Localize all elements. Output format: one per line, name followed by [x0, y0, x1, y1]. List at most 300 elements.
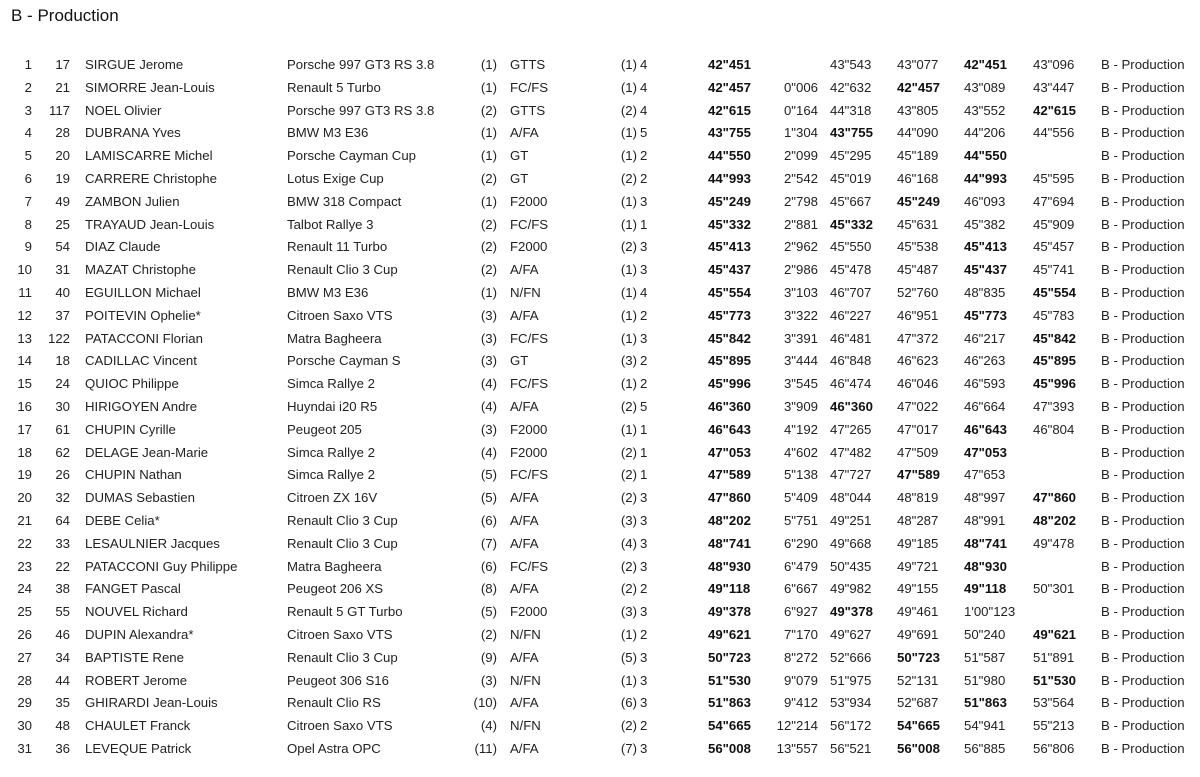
driver-cell: HIRIGOYEN Andre — [85, 398, 198, 414]
table-row — [0, 282, 1200, 305]
run4-time-cell: 45"996 — [1033, 376, 1076, 392]
run2-time-cell: 52"687 — [897, 695, 939, 711]
group-rank-cell: (1) — [620, 125, 637, 141]
run3-time-cell: 50"240 — [964, 626, 1006, 642]
driver-cell: DIAZ Claude — [85, 239, 161, 255]
run4-time-cell: 42"615 — [1033, 102, 1076, 118]
driver-cell: CADILLAC Vincent — [85, 353, 197, 369]
run3-time-cell: 47"653 — [964, 467, 1006, 483]
run4-time-cell: 47"860 — [1033, 490, 1076, 506]
run1-time-cell: 44"318 — [830, 102, 872, 118]
category-cell: B - Production — [1101, 353, 1185, 369]
gap-cell: 5"751 — [783, 512, 818, 528]
run3-time-cell: 46"643 — [964, 421, 1007, 437]
run2-time-cell: 48"287 — [897, 512, 939, 528]
category-cell: B - Production — [1101, 262, 1185, 278]
gap-cell: 3"103 — [783, 284, 818, 300]
best-time-cell: 45"413 — [708, 239, 751, 255]
gap-cell: 6"290 — [783, 535, 818, 551]
group-rank-cell: (1) — [620, 330, 637, 346]
gap-cell: 3"444 — [783, 353, 818, 369]
class-cell: FC/FS — [510, 376, 549, 392]
car-cell: BMW M3 E36 — [287, 284, 369, 300]
group-rank-cell: (1) — [620, 148, 637, 164]
run3-time-cell: 44"993 — [964, 170, 1007, 186]
class-cell: GT — [510, 353, 529, 369]
class-rank-cell: (1) — [480, 193, 497, 209]
driver-cell: ROBERT Jerome — [85, 672, 188, 688]
number-cell: 61 — [55, 421, 70, 437]
class-rank-cell: (4) — [480, 444, 497, 460]
rank-cell: 15 — [17, 376, 32, 392]
class-cell: N/FN — [510, 672, 541, 688]
rank-cell: 10 — [17, 262, 32, 278]
class-cell: A/FA — [510, 695, 539, 711]
driver-cell: QUIOC Philippe — [85, 376, 179, 392]
number-cell: 34 — [55, 649, 70, 665]
class-rank-cell: (2) — [480, 239, 497, 255]
table-row — [0, 396, 1200, 419]
page-title: B - Production — [11, 6, 119, 25]
run3-time-cell: 45"413 — [964, 239, 1007, 255]
table-row — [0, 191, 1200, 214]
group-rank-cell: (2) — [620, 398, 637, 414]
category-cell: B - Production — [1101, 467, 1185, 483]
rank-cell: 27 — [17, 649, 32, 665]
gap-cell: 7"170 — [783, 626, 818, 642]
run1-time-cell: 51"975 — [830, 672, 872, 688]
category-cell: B - Production — [1101, 626, 1185, 642]
category-cell: B - Production — [1101, 718, 1185, 734]
best-time-cell: 49"118 — [708, 581, 751, 597]
class-cell: FC/FS — [510, 216, 549, 232]
best-time-cell: 44"993 — [708, 170, 751, 186]
class-cell: A/FA — [510, 581, 539, 597]
car-cell: Peugeot 205 — [287, 421, 362, 437]
rank-cell: 5 — [24, 148, 32, 164]
class-cell: FC/FS — [510, 467, 549, 483]
best-time-cell: 44"550 — [708, 148, 751, 164]
category-cell: B - Production — [1101, 672, 1185, 688]
table-row — [0, 214, 1200, 237]
run1-time-cell: 43"755 — [830, 125, 873, 141]
number-cell: 17 — [55, 57, 70, 72]
car-cell: Talbot Rallye 3 — [287, 216, 374, 232]
table-row — [0, 350, 1200, 373]
category-cell: B - Production — [1101, 649, 1185, 665]
driver-cell: NOUVEL Richard — [85, 604, 188, 620]
group-rank-cell: (1) — [620, 626, 637, 642]
class-rank-cell: (5) — [480, 490, 497, 506]
run2-time-cell: 49"185 — [897, 535, 939, 551]
number-cell: 24 — [55, 376, 70, 392]
class-rank-cell: (2) — [480, 170, 497, 186]
group-rank-cell: (6) — [620, 695, 637, 711]
car-cell: Simca Rallye 2 — [287, 467, 375, 483]
rank-cell: 31 — [17, 740, 32, 756]
rank-cell: 25 — [17, 604, 32, 620]
class-cell: A/FA — [510, 262, 539, 278]
car-cell: Citroen Saxo VTS — [287, 307, 393, 323]
car-cell: Renault 5 GT Turbo — [287, 604, 403, 620]
category-cell: B - Production — [1101, 148, 1185, 164]
class-cell: N/FN — [510, 284, 541, 300]
best-time-cell: 49"621 — [708, 626, 751, 642]
rank-cell: 3 — [24, 102, 32, 118]
gap-cell: 5"409 — [783, 490, 818, 506]
class-rank-cell: (6) — [480, 558, 497, 574]
run3-time-cell: 43"089 — [964, 79, 1006, 95]
gap-cell: 9"412 — [783, 695, 818, 711]
group-rank-cell: (1) — [620, 79, 637, 95]
gap-cell: 6"479 — [783, 558, 818, 574]
gap-cell: 9"079 — [783, 672, 818, 688]
gap-cell: 4"192 — [783, 421, 818, 437]
group-rank-cell: (1) — [620, 284, 637, 300]
rank-cell: 8 — [24, 216, 32, 232]
category-cell: B - Production — [1101, 170, 1185, 186]
gap-cell: 4"602 — [783, 444, 818, 460]
run2-time-cell: 54"665 — [897, 718, 940, 734]
gap-cell: 0"164 — [783, 102, 818, 118]
run1-time-cell: 42"632 — [830, 79, 872, 95]
class-rank-cell: (8) — [480, 581, 497, 597]
run1-time-cell: 47"482 — [830, 444, 872, 460]
number-cell: 25 — [55, 216, 70, 232]
run3-time-cell: 48"835 — [964, 284, 1006, 300]
best-time-cell: 45"895 — [708, 353, 751, 369]
number-cell: 38 — [55, 581, 70, 597]
class-rank-cell: (9) — [480, 649, 497, 665]
driver-cell: BAPTISTE Rene — [85, 649, 184, 665]
group-rank-cell: (3) — [620, 512, 637, 528]
run3-time-cell: 48"991 — [964, 512, 1006, 528]
run3-time-cell: 54"941 — [964, 718, 1006, 734]
group-rank-cell: (1) — [620, 216, 637, 232]
group-cell: 2 — [640, 376, 648, 392]
rank-cell: 17 — [17, 421, 32, 437]
rank-cell: 11 — [18, 284, 32, 300]
best-time-cell: 42"451 — [708, 57, 751, 72]
run3-time-cell: 46"217 — [964, 330, 1006, 346]
run2-time-cell: 45"249 — [897, 193, 940, 209]
table-row — [0, 647, 1200, 670]
table-row — [0, 533, 1200, 556]
class-rank-cell: (3) — [480, 353, 497, 369]
group-cell: 2 — [640, 170, 648, 186]
run2-time-cell: 47"372 — [897, 330, 939, 346]
run1-time-cell: 49"982 — [830, 581, 872, 597]
best-time-cell: 45"249 — [708, 193, 751, 209]
gap-cell: 8"272 — [783, 649, 818, 665]
category-cell: B - Production — [1101, 376, 1185, 392]
run4-time-cell: 50"301 — [1033, 581, 1075, 597]
gap-cell: 2"099 — [783, 148, 818, 164]
driver-cell: GHIRARDI Jean-Louis — [85, 695, 218, 711]
run3-time-cell: 1'00"123 — [964, 604, 1016, 620]
best-time-cell: 54"665 — [708, 718, 751, 734]
group-cell: 3 — [640, 649, 648, 665]
run2-time-cell: 45"631 — [897, 216, 939, 232]
run1-time-cell: 45"295 — [830, 148, 872, 164]
run4-time-cell: 48"202 — [1033, 512, 1076, 528]
driver-cell: SIRGUE Jerome — [85, 57, 184, 72]
number-cell: 21 — [55, 79, 70, 95]
table-row — [0, 670, 1200, 693]
group-cell: 4 — [640, 102, 648, 118]
rank-cell: 4 — [24, 125, 32, 141]
run2-time-cell: 49"461 — [897, 604, 939, 620]
group-cell: 3 — [640, 558, 648, 574]
run4-time-cell: 51"891 — [1033, 649, 1075, 665]
run1-time-cell: 49"251 — [830, 512, 872, 528]
gap-cell: 2"542 — [783, 170, 818, 186]
run4-time-cell: 51"530 — [1033, 672, 1076, 688]
class-cell: FC/FS — [510, 79, 549, 95]
run3-time-cell: 46"093 — [964, 193, 1006, 209]
table-row — [0, 556, 1200, 579]
rank-cell: 9 — [24, 239, 32, 255]
class-cell: A/FA — [510, 125, 539, 141]
run3-time-cell: 45"382 — [964, 216, 1006, 232]
best-time-cell: 47"860 — [708, 490, 751, 506]
group-cell: 1 — [640, 421, 648, 437]
category-cell: B - Production — [1101, 535, 1185, 551]
number-cell: 18 — [55, 353, 70, 369]
run1-time-cell: 45"332 — [830, 216, 873, 232]
gap-cell: 12"214 — [776, 718, 818, 734]
car-cell: Porsche 997 GT3 RS 3.8 — [287, 57, 435, 72]
group-rank-cell: (1) — [620, 672, 637, 688]
car-cell: Matra Bagheera — [287, 558, 382, 574]
car-cell: Simca Rallye 2 — [287, 444, 375, 460]
class-rank-cell: (4) — [480, 398, 497, 414]
table-row — [0, 168, 1200, 191]
class-cell: A/FA — [510, 398, 539, 414]
run3-time-cell: 45"773 — [964, 307, 1007, 323]
category-cell: B - Production — [1101, 57, 1185, 72]
best-time-cell: 42"615 — [708, 102, 751, 118]
gap-cell: 2"962 — [783, 239, 818, 255]
group-cell: 1 — [640, 467, 648, 483]
group-rank-cell: (1) — [620, 376, 637, 392]
table-row — [0, 442, 1200, 465]
best-time-cell: 51"530 — [708, 672, 751, 688]
category-cell: B - Production — [1101, 79, 1185, 95]
run3-time-cell: 44"550 — [964, 148, 1007, 164]
best-time-cell: 50"723 — [708, 649, 751, 665]
run2-time-cell: 48"819 — [897, 490, 939, 506]
category-cell: B - Production — [1101, 398, 1185, 414]
best-time-cell: 48"741 — [708, 535, 751, 551]
best-time-cell: 45"437 — [708, 262, 751, 278]
run3-time-cell: 48"930 — [964, 558, 1007, 574]
group-cell: 3 — [640, 193, 648, 209]
table-row — [0, 236, 1200, 259]
run1-time-cell: 43"543 — [830, 57, 872, 72]
class-rank-cell: (2) — [480, 626, 497, 642]
class-cell: F2000 — [510, 444, 548, 460]
group-cell: 2 — [640, 718, 648, 734]
gap-cell: 3"909 — [783, 398, 818, 414]
group-cell: 4 — [640, 57, 648, 72]
run4-time-cell: 43"447 — [1033, 79, 1075, 95]
run3-time-cell: 48"997 — [964, 490, 1006, 506]
run3-time-cell: 46"664 — [964, 398, 1006, 414]
number-cell: 37 — [55, 307, 70, 323]
run4-time-cell: 55"213 — [1033, 718, 1075, 734]
class-rank-cell: (3) — [480, 307, 497, 323]
rank-cell: 19 — [17, 467, 32, 483]
class-rank-cell: (11) — [474, 740, 497, 756]
run2-time-cell: 42"457 — [897, 79, 940, 95]
run4-time-cell: 46"804 — [1033, 421, 1075, 437]
group-rank-cell: (3) — [620, 604, 637, 620]
run2-time-cell: 46"046 — [897, 376, 939, 392]
table-row — [0, 738, 1200, 761]
table-row — [0, 54, 1200, 77]
run2-time-cell: 43"077 — [897, 57, 939, 72]
run4-time-cell: 47"393 — [1033, 398, 1075, 414]
driver-cell: EGUILLON Michael — [85, 284, 201, 300]
group-cell: 5 — [640, 398, 648, 414]
class-rank-cell: (1) — [480, 79, 497, 95]
group-rank-cell: (5) — [620, 649, 637, 665]
table-row — [0, 77, 1200, 100]
class-cell: A/FA — [510, 649, 539, 665]
number-cell: 55 — [55, 604, 70, 620]
run2-time-cell: 43"805 — [897, 102, 939, 118]
number-cell: 31 — [55, 262, 70, 278]
driver-cell: DEBE Celia* — [85, 512, 160, 528]
group-cell: 3 — [640, 740, 648, 756]
class-rank-cell: (6) — [480, 512, 497, 528]
run1-time-cell: 46"848 — [830, 353, 872, 369]
class-rank-cell: (1) — [480, 284, 497, 300]
number-cell: 40 — [55, 284, 70, 300]
table-row — [0, 145, 1200, 168]
group-cell: 3 — [640, 695, 648, 711]
run2-time-cell: 46"623 — [897, 353, 939, 369]
class-rank-cell: (5) — [480, 604, 497, 620]
rank-cell: 23 — [17, 558, 32, 574]
table-row — [0, 373, 1200, 396]
rank-cell: 16 — [17, 398, 32, 414]
group-rank-cell: (2) — [620, 239, 637, 255]
group-rank-cell: (2) — [620, 170, 637, 186]
group-cell: 2 — [640, 148, 648, 164]
run3-time-cell: 47"053 — [964, 444, 1007, 460]
best-time-cell: 56"008 — [708, 740, 751, 756]
run4-time-cell: 45"909 — [1033, 216, 1075, 232]
car-cell: Huyndai i20 R5 — [287, 398, 378, 414]
group-rank-cell: (7) — [620, 740, 637, 756]
driver-cell: POITEVIN Ophelie* — [85, 307, 201, 323]
car-cell: Renault Clio RS — [287, 695, 381, 711]
class-rank-cell: (2) — [480, 102, 497, 118]
driver-cell: CARRERE Christophe — [85, 170, 217, 186]
class-rank-cell: (1) — [480, 57, 497, 72]
category-cell: B - Production — [1101, 330, 1185, 346]
run2-time-cell: 47"509 — [897, 444, 939, 460]
rank-cell: 26 — [17, 626, 32, 642]
gap-cell: 2"881 — [783, 216, 818, 232]
car-cell: Citroen Saxo VTS — [287, 626, 393, 642]
number-cell: 46 — [55, 626, 70, 642]
results-table — [0, 54, 1200, 761]
best-time-cell: 48"202 — [708, 512, 751, 528]
class-cell: A/FA — [510, 535, 539, 551]
run3-time-cell: 43"552 — [964, 102, 1006, 118]
rank-cell: 1 — [24, 57, 32, 72]
run4-time-cell: 47"694 — [1033, 193, 1075, 209]
group-cell: 1 — [640, 444, 648, 460]
group-cell: 3 — [640, 512, 648, 528]
car-cell: BMW 318 Compact — [287, 193, 402, 209]
car-cell: Porsche Cayman Cup — [287, 148, 417, 164]
category-cell: B - Production — [1101, 125, 1185, 141]
class-cell: A/FA — [510, 740, 539, 756]
category-cell: B - Production — [1101, 558, 1185, 574]
run4-time-cell: 44"556 — [1033, 125, 1075, 141]
run1-time-cell: 46"707 — [830, 284, 872, 300]
category-cell: B - Production — [1101, 216, 1185, 232]
run2-time-cell: 45"487 — [897, 262, 939, 278]
table-row — [0, 122, 1200, 145]
group-rank-cell: (2) — [620, 102, 637, 118]
table-row — [0, 601, 1200, 624]
run4-time-cell: 49"621 — [1033, 626, 1076, 642]
number-cell: 36 — [55, 740, 70, 756]
table-row — [0, 692, 1200, 715]
rank-cell: 28 — [17, 672, 32, 688]
rank-cell: 22 — [17, 535, 32, 551]
run4-time-cell: 49"478 — [1033, 535, 1075, 551]
car-cell: Renault 11 Turbo — [287, 239, 388, 255]
group-cell: 3 — [640, 672, 648, 688]
rank-cell: 29 — [17, 695, 32, 711]
table-row — [0, 510, 1200, 533]
driver-cell: LESAULNIER Jacques — [85, 535, 220, 551]
group-rank-cell: (2) — [620, 558, 637, 574]
run2-time-cell: 47"589 — [897, 467, 940, 483]
run1-time-cell: 50"435 — [830, 558, 872, 574]
driver-cell: CHAULET Franck — [85, 718, 191, 734]
table-row — [0, 715, 1200, 738]
class-cell: F2000 — [510, 604, 548, 620]
group-rank-cell: (1) — [620, 421, 637, 437]
run2-time-cell: 46"951 — [897, 307, 939, 323]
class-cell: GT — [510, 170, 529, 186]
group-cell: 5 — [640, 125, 648, 141]
run4-time-cell: 56"806 — [1033, 740, 1075, 756]
car-cell: Opel Astra OPC — [287, 740, 381, 756]
category-cell: B - Production — [1101, 193, 1185, 209]
run1-time-cell: 45"019 — [830, 170, 872, 186]
run1-time-cell: 49"627 — [830, 626, 872, 642]
category-cell: B - Production — [1101, 740, 1185, 756]
group-cell: 3 — [640, 330, 648, 346]
group-cell: 3 — [640, 490, 648, 506]
best-time-cell: 51"863 — [708, 695, 751, 711]
table-row — [0, 464, 1200, 487]
class-cell: N/FN — [510, 718, 541, 734]
group-rank-cell: (1) — [620, 307, 637, 323]
class-rank-cell: (3) — [480, 330, 497, 346]
number-cell: 62 — [55, 444, 70, 460]
gap-cell: 1"304 — [783, 125, 818, 141]
class-rank-cell: (2) — [480, 262, 497, 278]
